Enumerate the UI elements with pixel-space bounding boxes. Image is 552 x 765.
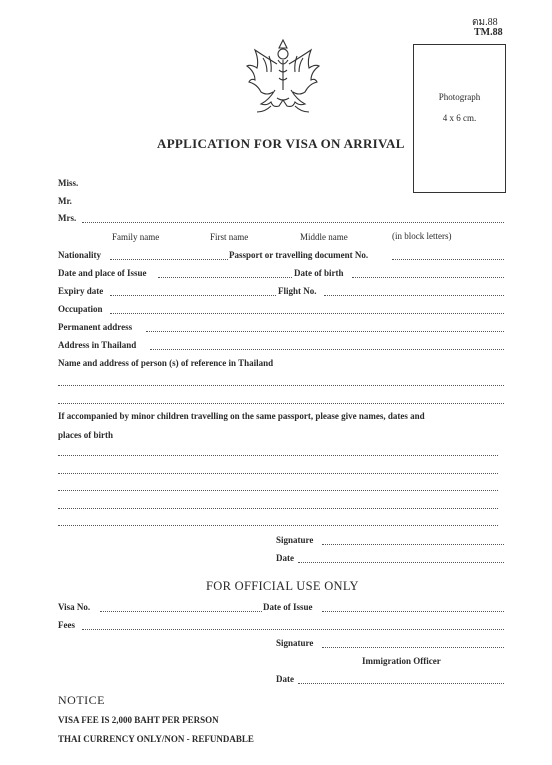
label-official-signature: Signature <box>276 638 314 648</box>
date-of-issue-field[interactable] <box>322 611 504 612</box>
label-date-of-issue: Date of Issue <box>263 602 313 612</box>
label-middle-name: Middle name <box>300 232 348 242</box>
notice-line-2: THAI CURRENCY ONLY/NON - REFUNDABLE <box>58 734 254 744</box>
label-immigration-officer: Immigration Officer <box>362 656 441 666</box>
label-children-2: places of birth <box>58 430 113 440</box>
reference-field-1[interactable] <box>58 385 504 386</box>
name-field[interactable] <box>82 222 504 223</box>
label-official-date: Date <box>276 674 294 684</box>
permanent-address-field[interactable] <box>146 331 504 332</box>
label-issue: Date and place of Issue <box>58 268 147 278</box>
label-address-thailand: Address in Thailand <box>58 340 137 350</box>
official-date-field[interactable] <box>298 683 504 684</box>
passport-field[interactable] <box>392 259 504 260</box>
occupation-field[interactable] <box>110 313 504 314</box>
document-title: APPLICATION FOR VISA ON ARRIVAL <box>157 136 405 151</box>
form-code-thai: ตม.88 <box>472 17 498 28</box>
form-code: TM.88 <box>474 27 503 38</box>
label-date-of-birth: Date of birth <box>294 268 344 278</box>
label-first-name: First name <box>210 232 249 242</box>
thailand-address-field[interactable] <box>150 349 504 350</box>
label-permanent-address: Permanent address <box>58 322 133 332</box>
label-nationality: Nationality <box>58 250 102 260</box>
birth-field[interactable] <box>352 277 504 278</box>
label-children-1: If accompanied by minor children travelling on the same passport, please give names, dates and <box>58 411 425 421</box>
date-field[interactable] <box>298 562 504 563</box>
nationality-field[interactable] <box>110 259 228 260</box>
notice-line-1: VISA FEE IS 2,000 BAHT PER PERSON <box>58 715 219 725</box>
label-expiry: Expiry date <box>58 286 104 296</box>
label-occupation: Occupation <box>58 304 103 314</box>
flight-field[interactable] <box>324 295 504 296</box>
label-flight-no: Flight No. <box>278 286 317 296</box>
issue-field[interactable] <box>158 277 292 278</box>
title-miss: Miss. <box>58 178 79 188</box>
reference-field-2[interactable] <box>58 403 504 404</box>
children-field-2[interactable] <box>58 473 498 474</box>
label-family-name: Family name <box>112 232 160 242</box>
notice-heading: NOTICE <box>58 693 105 707</box>
children-field-4[interactable] <box>58 508 498 509</box>
children-field-3[interactable] <box>58 490 498 491</box>
label-visa-no: Visa No. <box>58 602 91 612</box>
label-block-letters: (in block letters) <box>392 231 452 241</box>
title-mr: Mr. <box>58 196 72 206</box>
expiry-field[interactable] <box>110 295 276 296</box>
fees-field[interactable] <box>82 629 504 630</box>
label-date: Date <box>276 553 294 563</box>
photo-size: 4 x 6 cm. <box>442 113 477 123</box>
official-use-heading: FOR OFFICIAL USE ONLY <box>206 579 359 593</box>
official-signature-field[interactable] <box>322 647 504 648</box>
children-field-5[interactable] <box>58 525 498 526</box>
signature-field[interactable] <box>322 544 504 545</box>
label-signature: Signature <box>276 535 314 545</box>
label-passport-no: Passport or travelling document No. <box>229 250 369 260</box>
title-mrs: Mrs. <box>58 213 77 223</box>
photo-label: Photograph <box>438 92 481 102</box>
garuda-emblem-icon <box>243 36 323 118</box>
label-reference: Name and address of person (s) of reference in Thailand <box>58 358 274 368</box>
children-field-1[interactable] <box>58 455 498 456</box>
label-fees: Fees <box>58 620 75 630</box>
visa-no-field[interactable] <box>100 611 262 612</box>
